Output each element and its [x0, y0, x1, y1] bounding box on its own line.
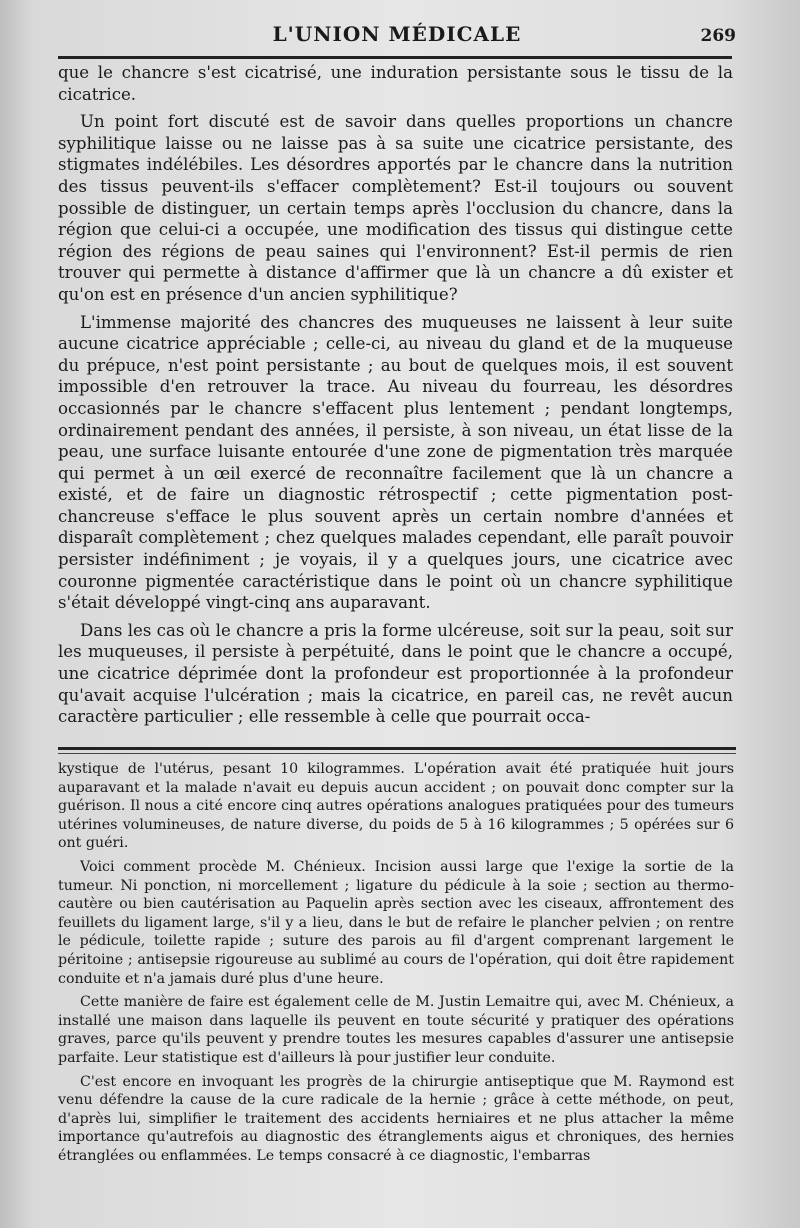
paragraph: Dans les cas où le chancre a pris la forme ulcéreuse, soit sur la peau, soit sur les muqueuses, il persiste à perpétuité, dans le point que le chancre a occupé, une cicatrice déprimée dont la profondeur est proportionnée à la profondeur qu'avait acquise l'ulcération ; mais la cicatrice, en pareil cas, ne revêt aucun caractère particulier ; elle ressemble à celle que pourrait occa-	[58, 620, 733, 727]
paragraph: Un point fort discuté est de savoir dans quelles proportions un chancre syphilitique laisse ou ne laisse pas à sa suite une cicatrice persistante, des stigmates indélébiles. Les désordres apportés par le chancre dans la nutrition des tissus peuvent-ils s'effacer complètement? Est-il toujours ou souvent possible de distinguer, un certain temps après l'occlusion du chancre, dans la région que celui-ci a occupée, une modification des tissus qui distingue cette région des régions de peau saines qui l'environnent? Est-il permis de rien trouver qui permette à distance d'affirmer que là un chancre a dû exister et qu'on est en présence d'un ancien syphilitique?	[58, 112, 733, 304]
page-number: 269	[700, 26, 736, 46]
main-text	[58, 62, 733, 734]
running-title: L'UNION MÉDICALE	[272, 22, 522, 46]
running-header	[58, 20, 736, 52]
footnote-paragraph: Cette manière de faire est également celle de M. Justin Lemaitre qui, avec M. Chénieux, a installé une maison dans laquelle ils peuvent en toute sécurité y pratiquer des opérations graves, parce qu'ils peuvent y prendre toutes les mesures capables d'assurer une antisepsie parfaite. Leur statistique est d'ailleurs là pour justifier leur conduite.	[58, 994, 734, 1066]
footnote-paragraph: Voici comment procède M. Chénieux. Incision aussi large que l'exige la sortie de la tumeur. Ni ponction, ni morcellement ; ligature du pédicule à la soie ; section au thermo-cautère ou bien cautérisation au Paquelin après section avec les ciseaux, affrontement des feuillets du ligament large, s'il y a lieu, dans le but de refaire le plancher pelvien ; on rentre le pédicule, toilette rapide ; suture des parois au fil d'argent comprenant largement le péritoine ; antisepsie rigoureuse au sublimé au cours de l'opération, qui doit être rapidement conduite et n'a jamais duré plus d'une heure.	[58, 858, 734, 987]
paragraph: L'immense majorité des chancres des muqueuses ne laissent à leur suite aucune cicatrice appréciable ; celle-ci, au niveau du gland et de la muqueuse du prépuce, n'est point persistante ; au bout de quelques mois, il est souvent impossible d'en retrouver la trace. Au niveau du fourreau, les désordres occasionnés par le chancre s'effacent plus lentement ; pendant longtemps, ordinairement pendant des années, il persiste, à son niveau, un état lisse de la peau, une surface luisante entourée d'une zone de pigmentation très marquée qui permet à un œil exercé de reconnaître facilement que là un chancre a existé, et de faire un diagnostic rétrospectif ; cette pigmentation post-chancreuse s'efface le plus souvent après un certain nombre d'années et disparaît complètement ; chez quelques malades cependant, elle paraît pouvoir persister indéfiniment ; je voyais, il y a quelques jours, une cicatrice avec couronne pigmentée caractéristique dans le point où un chancre syphilitique s'était développé vingt-cinq ans auparavant.	[58, 312, 733, 613]
footnote-paragraph: kystique de l'utérus, pesant 10 kilogrammes. L'opération avait été pratiquée huit jours auparavant et la malade n'avait eu depuis aucun accident ; on pouvait donc compter sur la guérison. Il nous a cité encore cinq autres opérations analogues pratiquées pour des tumeurs utérines volumineuses, de nature diverse, du poids de 5 à 16 kilogrammes ; 5 opérées sur 6 ont guéri.	[58, 761, 734, 852]
footnote-divider	[58, 747, 736, 754]
paragraph: que le chancre s'est cicatrisé, une induration persistante sous le tissu de la cicatrice.	[58, 63, 733, 104]
footnote-paragraph: C'est encore en invoquant les progrès de la chirurgie antiseptique que M. Raymond est venu défendre la cause de la cure radicale de la hernie ; grâce à cette méthode, on peut, d'après lui, simplifier le traitement des accidents herniaires et ne plus attacher la même importance qu'autrefois au diagnostic des étranglements aigus et chroniques, des hernies étranglées ou enflammées. Le temps consacré à ce diagnostic, l'embarras	[58, 1073, 734, 1164]
footnote-text	[58, 760, 734, 1170]
header-rule	[58, 56, 732, 59]
